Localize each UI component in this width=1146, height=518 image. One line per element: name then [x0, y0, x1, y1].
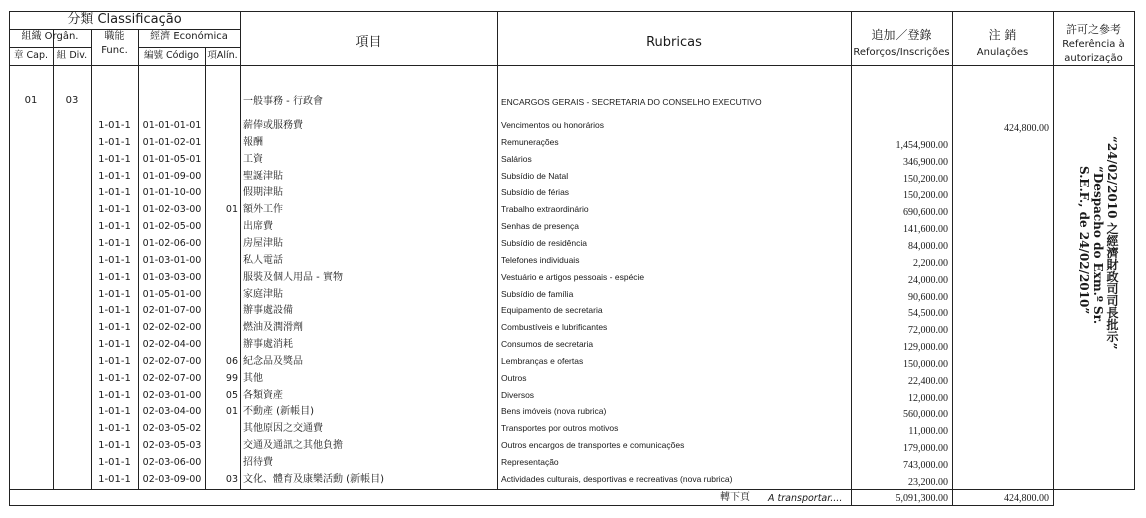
codigo-header: 編號 Código: [144, 50, 199, 61]
economica-header: 經濟 Económica: [150, 31, 228, 42]
row-func: 1-01-1: [98, 373, 131, 384]
row-reforco: 346,900.00: [903, 157, 948, 168]
row-reforco: 150,200.00: [903, 190, 948, 201]
row-zh: 其他: [243, 373, 263, 384]
row-func: 1-01-1: [98, 255, 131, 266]
row-code: 01-01-09-00: [142, 171, 202, 182]
row-code: 01-01-01-01: [142, 120, 202, 131]
row-pt: Telefones individuais: [501, 255, 580, 265]
row-func: 1-01-1: [98, 406, 131, 417]
row-zh: 假期津貼: [243, 187, 283, 198]
row-zh: 其他原因之交通費: [243, 423, 323, 434]
row-zh: 工資: [243, 154, 263, 165]
row-reforco: 129,000.00: [903, 342, 948, 353]
row-pt: Representação: [501, 457, 559, 467]
row-code: 02-03-01-00: [142, 390, 202, 401]
row-zh: 報酬: [243, 137, 263, 148]
row-pt: Outros encargos de transportes e comunicações: [501, 440, 685, 450]
row-zh: 不動產 (新帳目): [243, 406, 314, 417]
row-reforco: 150,000.00: [903, 359, 948, 370]
row-reforco: 84,000.00: [908, 241, 948, 252]
row-code: 02-02-04-00: [142, 339, 202, 350]
anulacoes-header-pt: Anulações: [976, 47, 1029, 58]
row-code: 02-02-07-00: [142, 373, 202, 384]
row-code: 01-02-05-00: [142, 221, 202, 232]
left-border: [9, 11, 10, 505]
section-title-pt: ENCARGOS GERAIS - SECRETARIA DO CONSELHO EXECUTIVO: [501, 97, 762, 107]
reforcos-header-zh: 追加／登錄: [871, 28, 932, 42]
row-alin: 06: [225, 356, 238, 367]
transportar-zh: 轉下頁: [720, 492, 750, 503]
row-alin: 01: [225, 406, 238, 417]
rubricas-header: Rubricas: [646, 35, 702, 50]
authorization-line-zh: “24/02/2010 之經濟財政司司長批示”: [1105, 136, 1119, 350]
row-func: 1-01-1: [98, 272, 131, 283]
classificacao-header: 分類 Classificação: [67, 12, 182, 27]
row-func: 1-01-1: [98, 356, 131, 367]
row-pt: Salários: [501, 154, 532, 164]
row-zh: 出席費: [243, 221, 273, 232]
row-reforco: 54,500.00: [908, 308, 948, 319]
reforcos-anulacoes-separator: [952, 11, 953, 505]
row-alin: 05: [225, 390, 238, 401]
row-code: 01-05-01-00: [142, 289, 202, 300]
row-pt: Remunerações: [501, 137, 559, 147]
referencia-header-pt1: Referência à: [1062, 39, 1125, 50]
section-title-zh: 一般事務 - 行政會: [243, 96, 323, 107]
row-code: 02-03-05-02: [142, 423, 202, 434]
body-bottom-border: [9, 489, 1135, 490]
total-anulacoes: 424,800.00: [1004, 493, 1049, 504]
row-zh: 額外工作: [243, 204, 283, 215]
row-func: 1-01-1: [98, 305, 131, 316]
row-zh: 各類資產: [243, 390, 283, 401]
row-reforco: 24,000.00: [908, 275, 948, 286]
authorization-line-pt1: “Despacho do Exm.º Sr.: [1091, 166, 1105, 325]
row-zh: 私人電話: [243, 255, 283, 266]
row-reforco: 12,000.00: [908, 393, 948, 404]
row-func: 1-01-1: [98, 171, 131, 182]
anulacoes-header-zh: 注 銷: [988, 28, 1017, 42]
row-pt: Subsídio de família: [501, 289, 574, 299]
row-pt: Subsídio de férias: [501, 187, 570, 197]
row-pt: Equipamento de secretaria: [501, 305, 603, 315]
row-zh: 辦事處設備: [243, 305, 293, 316]
section-divisao: 03: [65, 95, 79, 106]
economica-rule: [138, 47, 240, 48]
row-reforco: 150,200.00: [903, 174, 948, 185]
classification-rule: [9, 29, 240, 30]
funcional-subheader: Func.: [101, 45, 128, 56]
funcional-header: 職能: [104, 31, 125, 42]
right-border: [1134, 11, 1135, 489]
row-alin: 03: [225, 474, 238, 485]
section-capitulo: 01: [24, 95, 38, 106]
row-pt: Subsídio de residência: [501, 238, 588, 248]
row-code: 01-02-06-00: [142, 238, 202, 249]
row-zh: 紀念品及獎品: [243, 356, 303, 367]
row-func: 1-01-1: [98, 154, 131, 165]
row-reforco: 23,200.00: [908, 477, 948, 488]
row-func: 1-01-1: [98, 322, 131, 333]
row-func: 1-01-1: [98, 423, 131, 434]
row-code: 02-02-07-00: [142, 356, 202, 367]
row-reforco: 743,000.00: [903, 460, 948, 471]
row-reforco: 11,000.00: [908, 426, 948, 437]
footer-bottom-border: [9, 505, 1054, 506]
divisao-header: 組 Div.: [56, 50, 88, 61]
row-code: 01-01-10-00: [142, 187, 202, 198]
row-func: 1-01-1: [98, 120, 131, 131]
row-code: 02-02-02-00: [142, 322, 202, 333]
row-zh: 服裝及個人用品 - 實物: [243, 272, 343, 283]
row-pt: Diversos: [501, 390, 535, 400]
transportar-pt: A transportar....: [768, 493, 843, 504]
item-rubricas-separator: [497, 11, 498, 489]
row-pt: Bens imóveis (nova rubrica): [501, 406, 607, 416]
row-zh: 招待費: [243, 457, 273, 468]
referencia-header-zh: 許可之參考: [1066, 23, 1121, 36]
row-code: 01-01-05-01: [142, 154, 202, 165]
row-code: 02-03-05-03: [142, 440, 202, 451]
row-func: 1-01-1: [98, 187, 131, 198]
row-reforco: 560,000.00: [903, 409, 948, 420]
alinea-header: 項Alín.: [207, 50, 238, 61]
organica-header: 組織 Orgân.: [21, 31, 79, 42]
row-pt: Outros: [501, 373, 527, 383]
row-code: 02-03-06-00: [142, 457, 202, 468]
row-code: 01-03-01-00: [142, 255, 202, 266]
row-zh: 文化、體育及康樂活動 (新帳目): [243, 474, 384, 485]
anulacoes-referencia-separator: [1053, 11, 1054, 505]
row-func: 1-01-1: [98, 137, 131, 148]
row-zh: 薪俸或服務費: [243, 120, 303, 131]
capitulo-header: 章 Cap.: [13, 50, 49, 61]
row-reforco: 141,600.00: [903, 224, 948, 235]
row-code: 01-03-03-00: [142, 272, 202, 283]
authorization-reference: [1066, 136, 1126, 350]
row-reforco: 1,454,900.00: [895, 140, 948, 151]
row-func: 1-01-1: [98, 474, 131, 485]
row-reforco: 90,600.00: [908, 292, 948, 303]
row-code: 01-01-02-01: [142, 137, 202, 148]
row-zh: 辦事處消耗: [243, 339, 293, 350]
row-alin: 01: [225, 204, 238, 215]
row-pt: Actividades culturais, desportivas e recreativas (nova rubrica): [501, 474, 733, 484]
row-func: 1-01-1: [98, 221, 131, 232]
classification-right-border: [240, 11, 241, 489]
organica-rule: [9, 47, 91, 48]
row-pt: Senhas de presença: [501, 221, 579, 231]
row-anulacao: 424,800.00: [1004, 123, 1049, 134]
row-pt: Transportes por outros motivos: [501, 423, 619, 433]
row-func: 1-01-1: [98, 204, 131, 215]
row-code: 02-03-04-00: [142, 406, 202, 417]
row-pt: Vestuário e artigos pessoais - espécie: [501, 272, 645, 282]
row-reforco: 2,200.00: [913, 258, 948, 269]
row-func: 1-01-1: [98, 390, 131, 401]
row-func: 1-01-1: [98, 457, 131, 468]
row-pt: Trabalho extraordinário: [501, 204, 589, 214]
row-func: 1-01-1: [98, 289, 131, 300]
func-code-separator: [138, 29, 139, 489]
referencia-header-pt2: autorização: [1064, 53, 1123, 64]
reforcos-header-pt: Reforços/Inscrições: [853, 47, 950, 58]
row-pt: Subsídio de Natal: [501, 171, 569, 181]
row-zh: 聖誕津貼: [243, 171, 283, 182]
row-zh: 房屋津貼: [243, 238, 283, 249]
code-alin-separator: [205, 47, 206, 489]
row-pt: Combustíveis e lubrificantes: [501, 322, 608, 332]
header-bottom-border: [9, 65, 1135, 66]
row-code: 01-02-03-00: [142, 204, 202, 215]
row-pt: Vencimentos ou honorários: [501, 120, 605, 130]
row-zh: 燃油及潤滑劑: [243, 322, 303, 333]
row-zh: 家庭津貼: [243, 289, 283, 300]
row-zh: 交通及通訊之其他負擔: [243, 440, 343, 451]
row-reforco: 72,000.00: [908, 325, 948, 336]
row-reforco: 179,000.00: [903, 443, 948, 454]
authorization-line-pt2: S.E.F., de 24/02/2010”: [1077, 166, 1091, 315]
row-alin: 99: [225, 373, 238, 384]
row-code: 02-01-07-00: [142, 305, 202, 316]
item-header: 項目: [355, 35, 382, 50]
total-reforcos: 5,091,300.00: [895, 493, 948, 504]
row-pt: Consumos de secretaria: [501, 339, 594, 349]
row-reforco: 22,400.00: [908, 376, 948, 387]
row-func: 1-01-1: [98, 440, 131, 451]
row-pt: Lembranças e ofertas: [501, 356, 584, 366]
row-reforco: 690,600.00: [903, 207, 948, 218]
row-func: 1-01-1: [98, 238, 131, 249]
row-func: 1-01-1: [98, 339, 131, 350]
row-code: 02-03-09-00: [142, 474, 202, 485]
